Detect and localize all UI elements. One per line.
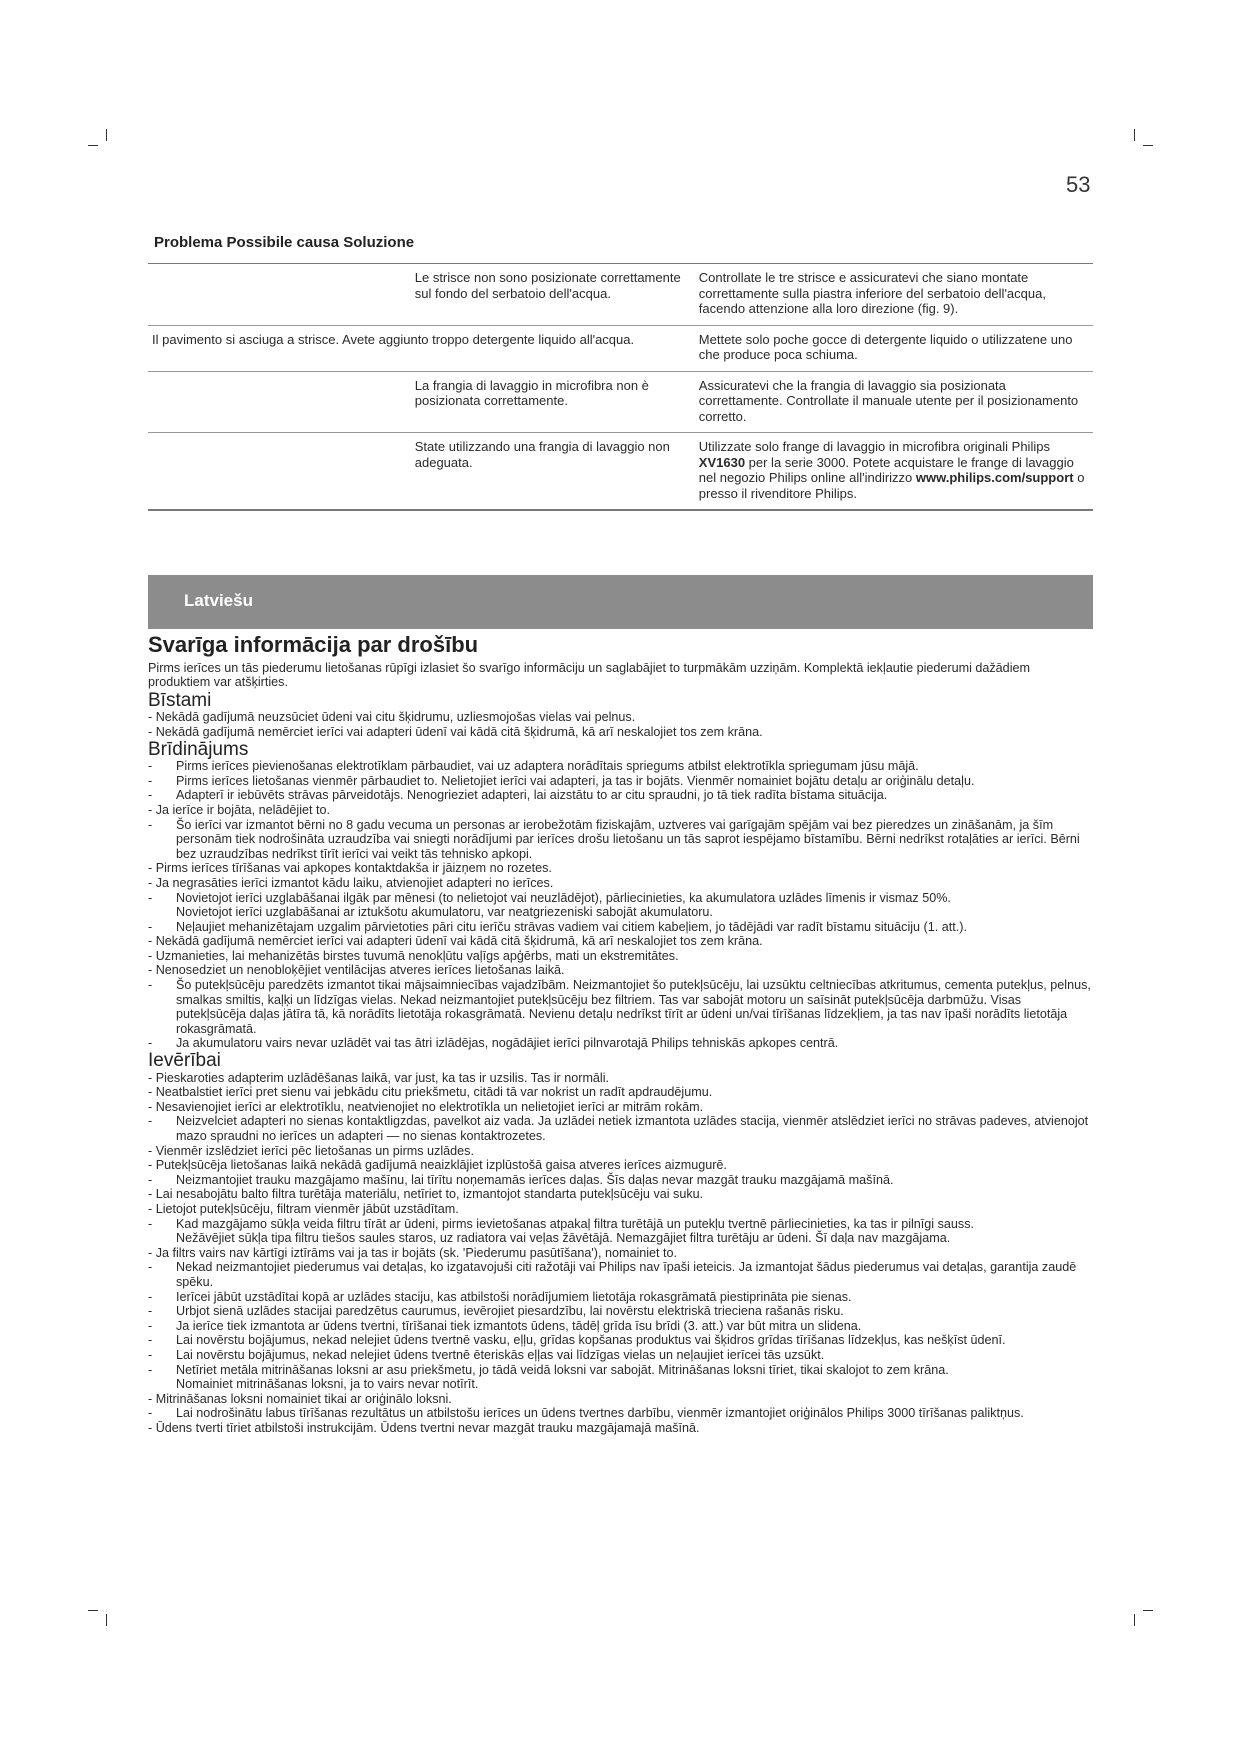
danger-heading: Bīstami: [148, 689, 212, 711]
list-item: - Neizmantojiet trauku mazgājamo mašīnu, lai tīrītu noņemamās ierīces daļas. Šīs daļas nevar mazgāt trauku mazgājamā mašīnā.: [148, 1173, 1093, 1188]
problem-cell: Il pavimento si asciuga a strisce. Avete aggiunto troppo detergente liquido all'acqua.: [152, 331, 635, 347]
crop-mark-top-left-h: [88, 145, 98, 146]
table-row: [148, 371, 1093, 433]
list-item: - Lietojot putekļsūcēju, filtram vienmēr jābūt uzstādītam.: [148, 1202, 1093, 1217]
list-item: - Šo putekļsūcēju paredzēts izmantot tikai mājsaimniecības vajadzībām. Neizmantojiet šo putekļsūcēju, lai uzsūktu celtniecības atkritumus, cementa putekļus, pelnus, smalkas smiltis, kaļķi un līdzīgas vielas. Nekad neizmantojiet putekļsūcēju bez filtriem. Tas var sabojāt motoru un saīsināt putekļsūcēja darbmūžu. Visas putekļsūcēja daļas jātīra tā, kā norādīts lietotāja rokasgrāmatā. Nevienu detaļu nedrīkst tīrīt ar ūdeni un/vai tīrīšanas līdzekļiem, ja tas nav īpaši norādīts lietotāja rokasgrāmatā.: [148, 978, 1093, 1036]
list-item: - Kad mazgājamo sūkļa veida filtru tīrāt ar ūdeni, pirms ievietošanas atpakaļ filtra turētājā un putekļu tvertnē pārliecinieties, ka tas ir pilnīgi sauss.: [148, 1217, 1093, 1232]
list-item: - Urbjot sienā uzlādes stacijai paredzētus caurumus, ievērojiet piesardzību, lai novērstu elektriskā trieciena rašanās risku.: [148, 1304, 1093, 1319]
list-item: - Nenosedziet un nenobloķējiet ventilācijas atveres ierīces lietošanas laikā.: [148, 963, 1093, 978]
caution-list: [148, 1071, 1093, 1436]
list-item: - Ūdens tverti tīriet atbilstoši instrukcijām. Ūdens tvertni nevar mazgāt trauku mazgājamajā mašīnā.: [148, 1421, 1093, 1436]
problem-cell: [148, 264, 411, 326]
caution-heading: Ievērībai: [148, 1050, 221, 1072]
list-item: - Nekādā gadījumā nemērciet ierīci vai adapteri ūdenī vai kādā citā šķidrumā, kā arī neskalojiet tos zem krāna.: [148, 934, 1093, 949]
list-item: - Neizvelciet adapteri no sienas kontaktligzdas, pavelkot aiz vada. Ja uzlādei netiek izmantota uzlādes stacija, vienmēr atslēdziet ierīci no strāvas padeves, atvienojot mazo spraudni no ierīces un adapteri — no sienas kontaktrozetes.: [148, 1114, 1093, 1143]
table-row: [148, 264, 1093, 326]
table-header: Problema Possibile causa Soluzione: [154, 234, 415, 251]
list-item: - Lai novērstu bojājumus, nekad nelejiet ūdens tvertnē vasku, eļļu, grīdas kopšanas produktus vai šķidros grīdas tīrīšanas līdzekļus, kas nešķīst ūdenī.: [148, 1333, 1093, 1348]
solution-cell: Controllate le tre strisce e assicuratevi che siano montate correttamente sulla piastra inferiore del serbatoio dell'acqua, facendo attenzione alla loro direzione (fig. 9).: [698, 270, 1046, 316]
list-item: - Ja filtrs vairs nav kārtīgi iztīrāms vai ja tas ir bojāts (sk. 'Piederumu pasūtīšana'), nomainiet to.: [148, 1246, 1093, 1261]
support-url: www.philips.com/support: [915, 470, 1074, 485]
page-number: 53: [1066, 172, 1091, 197]
problem-cell: [148, 371, 411, 433]
list-item: - Nekādā gadījumā neuzsūciet ūdeni vai citu šķidrumu, uzliesmojošas vielas vai pelnus.: [148, 710, 1093, 725]
list-item: - Ja negrasāties ierīci izmantot kādu laiku, atvienojiet adapteri no ierīces.: [148, 876, 1093, 891]
list-item: - Uzmanieties, lai mehanizētās birstes tuvumā nenokļūtu vaļīgs apģērbs, mati un ekstremitātes.: [148, 949, 1093, 964]
list-item: - Lai nesabojātu balto filtra turētāja materiālu, netīriet to, izmantojot standarta putekļsūcēju vai suku.: [148, 1187, 1093, 1202]
list-item: - Neatbalstiet ierīci pret sienu vai jebkādu citu priekšmetu, citādi tā var nokrist un radīt apdraudējumu.: [148, 1085, 1093, 1100]
list-item: - Ja ierīce tiek izmantota ar ūdens tvertni, tīrīšanai tiek izmantots ūdens, tādēļ grīda īsu brīdi (3. att.) var būt mitra un slidena.: [148, 1319, 1093, 1334]
crop-mark-bottom-right-h: [1143, 1610, 1153, 1611]
cause-cell: Le strisce non sono posizionate correttamente sul fondo del serbatoio dell'acqua.: [414, 270, 681, 301]
list-item: - Novietojot ierīci uzglabāšanai ilgāk par mēnesi (to nelietojot vai neuzlādējot), pārliecinieties, ka akumulatora uzlādes līmenis ir vismaz 50%.: [148, 891, 1093, 906]
language-label: Latviešu: [184, 591, 253, 610]
list-item: - Lai novērstu bojājumus, nekad nelejiet ūdens tvertnē ēteriskās eļļas vai līdzīgas vielas un neļaujiet ierīcei tās uzsūkt.: [148, 1348, 1093, 1363]
cause-cell: State utilizzando una frangia di lavaggio non adeguata.: [414, 439, 670, 470]
solution-text: o presso il rivenditore Philips.: [698, 470, 1085, 501]
list-item: Nežāvējiet sūkļa tipa filtru tiešos saules staros, uz radiatora vai veļas žāvētājā. Nemazgājiet filtra turētāju ar ūdeni. Šī daļa nav mazgājama.: [176, 1231, 951, 1246]
crop-mark-bottom-left-h: [88, 1610, 98, 1611]
solution-text: Utilizzate solo frange di lavaggio in microfibra originali Philips: [698, 439, 1050, 454]
solution-cell: Assicuratevi che la frangia di lavaggio sia posizionata correttamente. Controllate il manuale utente per il posizionamento corretto.: [698, 377, 1079, 424]
list-item: - Mitrināšanas loksni nomainiet tikai ar oriģinālo loksni.: [148, 1392, 1093, 1407]
list-item: - Nekad neizmantojiet piederumus vai detaļas, ko izgatavojuši citi ražotāji vai Philips nav īpaši ieteicis. Ja izmantojat šādus piederumus vai detaļas, garantija zaudē spēku.: [148, 1260, 1093, 1289]
list-item: - Pieskaroties adapterim uzlādēšanas laikā, var just, ka tas ir uzsilis. Tas ir normāli.: [148, 1071, 1093, 1086]
list-item: - Vienmēr izslēdziet ierīci pēc lietošanas un pirms uzlādes.: [148, 1144, 1093, 1159]
warning-list: [148, 759, 1093, 1051]
list-item: - Putekļsūcēja lietošanas laikā nekādā gadījumā neaizklājiet izplūstošā gaisa atveres ierīces aizmugurē.: [148, 1158, 1093, 1173]
list-item: - Pirms ierīces pievienošanas elektrotīklam pārbaudiet, vai uz adaptera norādītais spriegums atbilst elektrotīkla spriegumam jūsu mājā.: [148, 759, 1093, 774]
warning-heading: Brīdinājums: [148, 738, 249, 760]
solution-cell: Mettete solo poche gocce di detergente liquido o utilizzatene uno che produce poca schiuma.: [698, 331, 1073, 362]
table-row: [148, 325, 1093, 371]
solution-cell: [695, 433, 1093, 511]
cause-cell: La frangia di lavaggio in microfibra non è posizionata correttamente.: [414, 377, 649, 408]
table-row: [148, 433, 1093, 511]
danger-list: [148, 710, 1093, 739]
crop-mark-top-left-v: [106, 129, 107, 141]
list-item: - Ierīcei jābūt uzstādītai kopā ar uzlādes staciju, kas atbilstoši norādījumiem lietotāja rokasgrāmatā piestiprināta pie sienas.: [148, 1290, 1093, 1305]
list-item: - Pirms ierīces tīrīšanas vai apkopes kontaktdakša ir jāizņem no rozetes.: [148, 861, 1093, 876]
list-item: - Nesavienojiet ierīci ar elektrotīklu, neatvienojiet no elektrotīkla un nelietojiet ierīci ar mitrām rokām.: [148, 1100, 1093, 1115]
safety-information: [148, 632, 1093, 1435]
crop-mark-top-right-v: [1134, 129, 1135, 141]
language-section-bar: [148, 575, 1093, 629]
list-item: Novietojot ierīci uzglabāšanai ar iztukšotu akumulatoru, var neatgriezeniski sabojāt akumulatoru.: [176, 905, 713, 920]
list-item: - Netīriet metāla mitrināšanas loksni ar asu priekšmetu, jo tādā veidā loksni var sabojāt. Mitrināšanas loksni tīriet, tikai skalojot to zem krāna.: [148, 1363, 1093, 1378]
list-item: - Ja akumulatoru vairs nevar uzlādēt vai tas ātri izlādējas, nogādājiet ierīci pilnvarotajā Philips tehniskās apkopes centrā.: [148, 1036, 1093, 1051]
intro-paragraph: Pirms ierīces un tās piederumu lietošanas rūpīgi izlasiet šo svarīgo informāciju un saglabājiet to turpmākām uzziņām. Komplektā iekļautie piederumi dažādiem produktiem var atšķirties.: [148, 660, 1030, 690]
troubleshooting-table-section: [148, 234, 1093, 511]
troubleshooting-table: [148, 263, 1093, 511]
list-item: - Neļaujiet mehanizētajam uzgalim pārvietoties pāri citu ierīču strāvas vadiem vai citiem kabeļiem, jo tādējādi var radīt bīstamu situāciju (1. att.).: [148, 920, 1093, 935]
list-item: - Nekādā gadījumā nemērciet ierīci vai adapteri ūdenī vai kādā citā šķidrumā, kā arī neskalojiet tos zem krāna.: [148, 725, 1093, 740]
list-item: - Lai nodrošinātu labus tīrīšanas rezultātus un atbilstošu ierīces un ūdens tvertnes darbību, vienmēr izmantojiet oriģinālos Philips 3000 tīrīšanas paliktņus.: [148, 1406, 1093, 1421]
problem-cell: [148, 433, 411, 511]
model-number: XV1630: [698, 454, 746, 470]
solution-text: per la serie 3000. Potete acquistare le frange di lavaggio nel negozio Philips online all'indirizzo: [698, 454, 1074, 485]
crop-mark-bottom-left-v: [106, 1614, 107, 1626]
page-heading: Svarīga informācija par drošību: [148, 632, 479, 657]
list-item: Nomainiet mitrināšanas loksni, ja to vairs nevar notīrīt.: [176, 1377, 479, 1392]
list-item: - Šo ierīci var izmantot bērni no 8 gadu vecuma un personas ar ierobežotām fiziskajām, uztveres vai garīgajām spējām vai bez pieredzes un zināšanām, ja šīm personām tiek nodrošināta uzraudzība vai sniegti norādījumi par ierīces drošu lietošanu un tās saprot iespējamo bīstamību. Bērni nedrīkst rotaļāties ar ierīci. Bērni bez uzraudzības nedrīkst tīrīt ierīci vai veikt tās tehnisko apkopi.: [148, 818, 1093, 862]
crop-mark-bottom-right-v: [1134, 1614, 1135, 1626]
list-item: - Pirms ierīces lietošanas vienmēr pārbaudiet to. Nelietojiet ierīci vai adapteri, ja tas ir bojāts. Vienmēr nomainiet bojātu detaļu ar oriģinālu detaļu.: [148, 774, 1093, 789]
crop-mark-top-right-h: [1143, 145, 1153, 146]
list-item: - Adapterī ir iebūvēts strāvas pārveidotājs. Nenogrieziet adapteri, lai aizstātu to ar citu spraudni, jo tā tiek radīta bīstama situācija.: [148, 788, 1093, 803]
list-item: - Ja ierīce ir bojāta, nelādējiet to.: [148, 803, 1093, 818]
